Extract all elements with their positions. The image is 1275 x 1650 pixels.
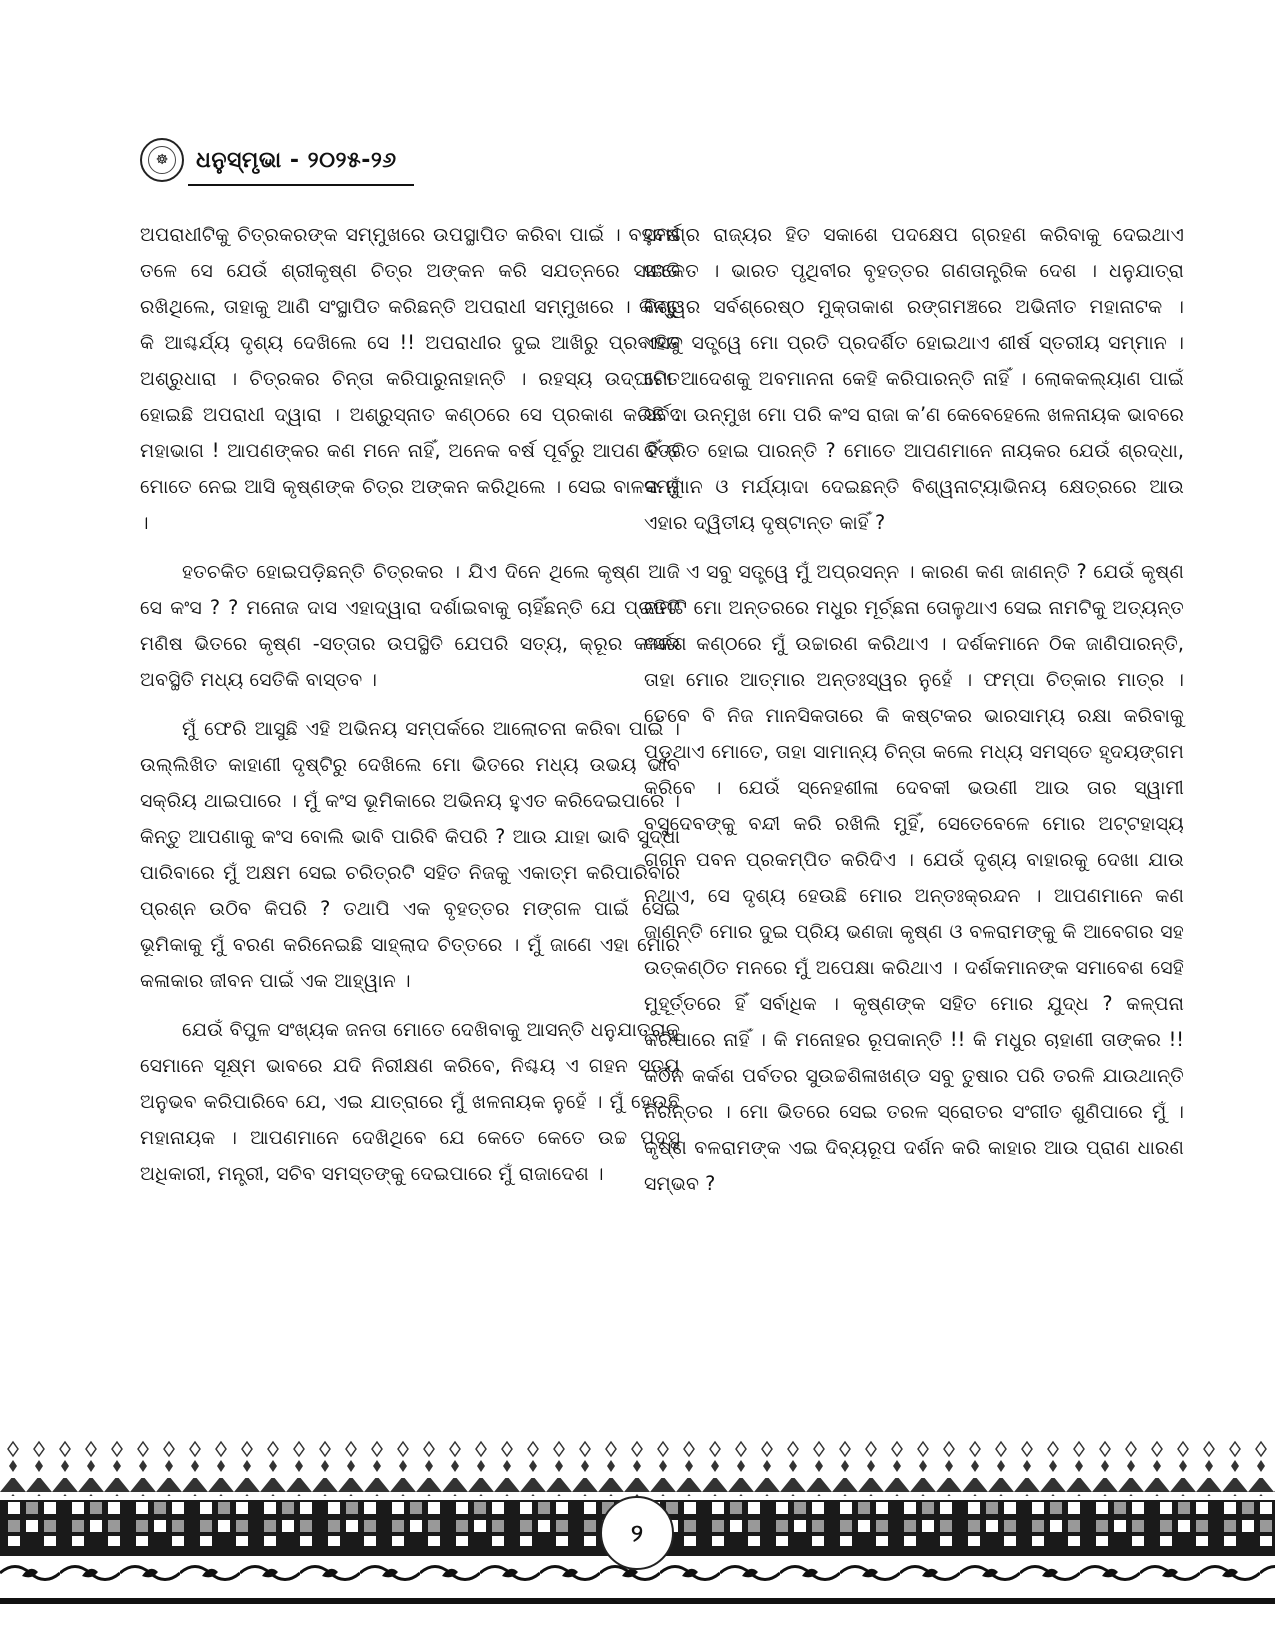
paragraph: ସମଗ୍ର ରାଜ୍ୟର ହିତ ସକାଶେ ପଦକ୍ଷେପ ଗ୍ରହଣ କରିବାକୁ ଦେଇଥାଏ ସଂକେତ । ଭାରତ ପୃଥିବୀର ବୃହତ୍ତର ଗଣତାନ୍ତ୍ରିକ ଦେଶ । ଧନୁଯାତ୍ରା ବିଶ୍ୱର ସର୍ବଶ୍ରେଷ୍ଠ ମୁକ୍ତାକାଶ ରଙ୍ଗମଞ୍ଚରେ ଅଭିନୀତ ମହାନାଟକ । ଏସବୁ ସତ୍ତ୍ୱେ ମୋ ପ୍ରତି ପ୍ରଦର୍ଶିତ ହୋଇଥାଏ ଶୀର୍ଷ ସ୍ତରୀୟ ସମ୍ମାନ । ମୋ ଆଦେଶକୁ ଅବମାନନା କେହି କରିପାରନ୍ତି ନାହିଁ । ଲୋକକଲ୍ୟାଣ ପାଇଁ ସର୍ବଦା ଉନ୍ମୁଖ ମୋ ପରି କଂସ ରାଜା କ’ଣ କେବେହେଲେ ଖଳନାୟକ ଭାବରେ ଚିତ୍ରିତ ହୋଇ ପାରନ୍ତି ? ମୋତେ ଆପଣମାନେ ନାୟକର ଯେଉଁ ଶ୍ରଦ୍ଧା, ସମ୍ମାନ ଓ ମର୍ଯ୍ୟାଦା ଦେଇଛନ୍ତି ବିଶ୍ୱନାଟ୍ୟାଭିନୟ କ୍ଷେତ୍ରରେ ଆଉ ଏହାର ଦ୍ୱିତୀୟ ଦୃଷ୍ଟାନ୍ତ କାହିଁ ?	[644, 223, 1184, 534]
title-underline	[188, 184, 414, 186]
paragraph: ମୁଁ ଫେରି ଆସୁଛି ଏହି ଅଭିନୟ ସମ୍ପର୍କରେ ଆଲୋଚନା କରିବା ପାଇଁ । ଉଲ୍ଲିଖିତ କାହାଣୀ ଦୃଷ୍ଟିରୁ ଦେଖିଲେ ମୋ ଭିତରେ ମଧ୍ୟ ଉଭୟ ଭାବ ସକ୍ରିୟ ଥାଇପାରେ । ମୁଁ କଂସ ଭୂମିକାରେ ଅଭିନୟ ହୁଏତ କରିଦେଇପାରେ । କିନ୍ତୁ ଆପଣାକୁ କଂସ ବୋଲି ଭାବି ପାରିବି କିପରି ? ଆଉ ଯାହା ଭାବି ସୁଦ୍ଧା ପାରିବାରେ ମୁଁ ଅକ୍ଷମ ସେଇ ଚରିତ୍ରଟି ସହିତ ନିଜକୁ ଏକାତ୍ମ କରିପାରିବାର ପ୍ରଶ୍ନ ଉଠିବ କିପରି ? ତଥାପି ଏକ ବୃହତ୍ତର ମଙ୍ଗଳ ପାଇଁ ସେଇ ଭୂମିକାକୁ ମୁଁ ବରଣ କରିନେଇଛି ସାହ୍ଲାଦ ଚିତ୍ତରେ । ମୁଁ ଜାଣେ ଏହା ମୋର କଳାକାର ଜୀବନ ପାଇଁ ଏକ ଆହ୍ୱାନ ।	[140, 717, 680, 992]
page-header	[140, 138, 397, 182]
running-title: ଧନୁସ୍ମୃଭା - ୨୦୨୫-୨୬	[196, 147, 397, 173]
paragraph: ହତଚକିତ ହୋଇପଡ଼ିଛନ୍ତି ଚିତ୍ରକର । ଯିଏ ଦିନେ ଥିଲେ କୃଷ୍ଣ ଆଜି ସେ କଂସ ? ? ମନୋଜ ଦାସ ଏହାଦ୍ୱାରା ଦର୍ଶାଇବାକୁ ଚାହିଁଛନ୍ତି ଯେ ପ୍ରତିଟି ମଣିଷ ଭିତରେ କୃଷ୍ଣ -ସତ୍ତାର ଉପସ୍ଥିତି ଯେପରି ସତ୍ୟ, କ୍ରୂର କଂସର ଅବସ୍ଥିତି ମଧ୍ୟ ସେତିକି ବାସ୍ତବ ।	[140, 560, 680, 691]
page-number: ୨	[600, 1496, 674, 1570]
paragraph: ଯେଉଁ ବିପୁଳ ସଂଖ୍ୟକ ଜନତା ମୋତେ ଦେଖିବାକୁ ଆସନ୍ତି ଧନୁଯାତ୍ରାକୁ ସେମାନେ ସୂକ୍ଷ୍ମ ଭାବରେ ଯଦି ନିରୀକ୍ଷଣ କରିବେ, ନିଶ୍ଚୟ ଏ ଗହନ ସତ୍ୟ ଅନୁଭବ କରିପାରିବେ ଯେ, ଏଇ ଯାତ୍ରାରେ ମୁଁ ଖଳନାୟକ ନୁହେଁ । ମୁଁ ହେଉଛି ମହାନାୟକ । ଆପଣମାନେ ଦେଖିଥିବେ ଯେ କେତେ କେତେ ଉଚ୍ଚ ପଦସ୍ଥ ଅଧିକାରୀ, ମନ୍ତ୍ରୀ, ସଚିବ ସମସ୍ତଙ୍କୁ ଦେଇପାରେ ମୁଁ ରାଜାଦେଶ ।	[140, 1018, 680, 1185]
left-column	[140, 217, 680, 1205]
paragraph: ଏ ସବୁ ସତ୍ତ୍ୱେ ମୁଁ ଅପ୍ରସନ୍ନ । କାରଣ କଣ ଜାଣନ୍ତି ? ଯେଉଁ କୃଷ୍ଣ ନାମଟି ମୋ ଅନ୍ତରରେ ମଧୁର ମୂର୍ଚ୍ଛନା ତୋଳୁଥାଏ ସେଇ ନାମଟିକୁ ଅତ୍ୟନ୍ତ କର୍କଶ କଣ୍ଠରେ ମୁଁ ଉଚ୍ଚାରଣ କରିଥାଏ । ଦର୍ଶକମାନେ ଠିକ ଜାଣିପାରନ୍ତି, ତାହା ମୋର ଆତ୍ମାର ଅନ୍ତଃସ୍ୱର ନୁହେଁ । ଫମ୍ପା ଚିତ୍କାର ମାତ୍ର । ତେବେ ବି ନିଜ ମାନସିକତାରେ କି କଷ୍ଟକର ଭାରସାମ୍ୟ ରକ୍ଷା କରିବାକୁ ପଡୁଥାଏ ମୋତେ, ତାହା ସାମାନ୍ୟ ଚିନ୍ତା କଲେ ମଧ୍ୟ ସମସ୍ତେ ହୃଦୟଙ୍ଗମ କରିବେ । ଯେଉଁ ସ୍ନେହଶୀଳା ଦେବକୀ ଭଉଣୀ ଆଉ ତାର ସ୍ୱାମୀ ବସୁଦେବଙ୍କୁ ବନ୍ଦୀ କରି ରଖିଲି ମୁହିଁ, ସେତେବେଳେ ମୋର ଅଟ୍ଟହାସ୍ୟ ଗଗନ ପବନ ପ୍ରକମ୍ପିତ କରିଦିଏ । ଯେଉଁ ଦୃଶ୍ୟ ବାହାରକୁ ଦେଖା ଯାଉ ନଥାଏ, ସେ ଦୃଶ୍ୟ ହେଉଛି ମୋର ଅନ୍ତଃକ୍ରନ୍ଦନ । ଆପଣମାନେ କଣ ଜାଣନ୍ତି ମୋର ଦୁଇ ପ୍ରିୟ ଭଣଜା କୃଷ୍ଣ ଓ ବଳରାମଙ୍କୁ କି ଆବେଗର ସହ ଉତ୍କଣ୍ଠିତ ମନରେ ମୁଁ ଅପେକ୍ଷା କରିଥାଏ । ଦର୍ଶକମାନଙ୍କ ସମାବେଶ ସେହି ମୁହୂର୍ତ୍ତରେ ହିଁ ସର୍ବାଧିକ । କୃଷ୍ଣଙ୍କ ସହିତ ମୋର ଯୁଦ୍ଧ ? କଳ୍ପନା କରିପାରେ ନାହିଁ । କି ମନୋହର ରୂପକାନ୍ତି !! କି ମଧୁର ଚାହାଣୀ ତାଙ୍କର !! କଠିନ କର୍କଶ ପର୍ବତର ସୁଉଚ୍ଚଶିଳାଖଣ୍ଡ ସବୁ ତୁଷାର ପରି ତରଳି ଯାଉଥାନ୍ତି ନିରନ୍ତର । ମୋ ଭିତରେ ସେଇ ତରଳ ସ୍ରୋତର ସଂଗୀତ ଶୁଣିପାରେ ମୁଁ । କୃଷ୍ଣ ବଳରାମଙ୍କ ଏଇ ଦିବ୍ୟରୂପ ଦର୍ଶନ କରି କାହାର ଆଉ ପ୍ରାଣ ଧାରଣ ସମ୍ଭବ ?	[644, 560, 1184, 1195]
paragraph: ଅପରାଧୀଟିକୁ ଚିତ୍ରକରଙ୍କ ସମ୍ମୁଖରେ ଉପସ୍ଥାପିତ କରିବା ପାଇଁ । ବହୁବର୍ଷ ତଳେ ସେ ଯେଉଁ ଶ୍ରୀକୃଷ୍ଣ ଚିତ୍ର ଅଙ୍କନ କରି ସଯତ୍ନରେ ସାଇତି ରଖିଥିଲେ, ତାହାକୁ ଆଣି ସଂସ୍ଥାପିତ କରିଛନ୍ତି ଅପରାଧୀ ସମ୍ମୁଖରେ । କିନ୍ତୁ କି ଆଶ୍ଚର୍ଯ୍ୟ ଦୃଶ୍ୟ ଦେଖିଲେ ସେ !! ଅପରାଧୀର ଦୁଇ ଆଖିରୁ ପ୍ରବାହିତ ଅଶ୍ରୁଧାରା । ଚିତ୍ରକର ଚିନ୍ତା କରିପାରୁନାହାନ୍ତି । ରହସ୍ୟ ଉଦ୍‌ଘାଟିତ ହୋଇଛି ଅପରାଧୀ ଦ୍ୱାରା । ଅଶ୍ରୁସ୍ନାତ କଣ୍ଠରେ ସେ ପ୍ରକାଶ କରିଛି : ମହାଭାଗ ! ଆପଣଙ୍କର କଣ ମନେ ନାହିଁ, ଅନେକ ବର୍ଷ ପୂର୍ବରୁ ଆପଣ ହିଁ ତ ମୋତେ ନେଇ ଆସି କୃଷ୍ଣଙ୍କ ଚିତ୍ର ଅଙ୍କନ କରିଥିଲେ । ସେଇ ବାଳକ ମୁଁ ।	[140, 223, 680, 534]
emblem-icon: ☸	[140, 138, 184, 182]
right-column	[644, 217, 1184, 1215]
